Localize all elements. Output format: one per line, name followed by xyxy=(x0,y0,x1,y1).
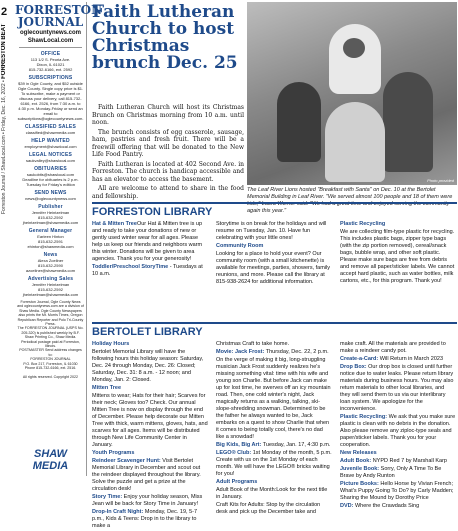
article-paragraph xyxy=(216,357,332,441)
masthead-url-2[interactable]: ShawLocal.com xyxy=(27,38,74,44)
masthead-section-head: Advertising Sales xyxy=(27,276,74,282)
subhead: Drop Box: xyxy=(340,364,367,370)
article-column xyxy=(216,341,332,531)
masthead-section-body: 113 1/2 S. Peoria Ave. Dixon, IL 61021 815-732-6166, ext. 2592 xyxy=(28,57,73,72)
body-text: Visit Bertolet Memorial Library in December and scout out the reindeer displayed throughout the library. Solve the puzzle and get a prize at the circulation desk! xyxy=(92,458,201,492)
subhead: Holiday Hours xyxy=(92,341,130,347)
photo-caption: The Leaf River Lions hosted "Breakfast with Santa" on Dec. 10 at the Bertolet Memorial Building in Leaf River. "We served almost 100 people and 18 of them were kids," Laura Werner said. "We had a great time and enjoyed serving the community again this year." xyxy=(247,187,453,214)
subhead: Adult Book: xyxy=(340,458,372,464)
masthead-section xyxy=(17,75,84,121)
article-column xyxy=(216,221,332,287)
santa-photo xyxy=(247,2,457,185)
folio-section: FORRESTON BEAT xyxy=(1,24,7,80)
subhead: Drop-In Craft Night: xyxy=(92,509,144,515)
section-title: FORRESTON LIBRARY xyxy=(92,202,457,218)
photo-figure xyxy=(325,102,385,182)
body-text: Mittens to wear; Hats for their hair; Scarves for their neck; Gloves too? Check. Our annual Mitten Tree is now on display through the end of December. Please help decorate our Mitten Tree with thick, warm mittens, gloves, hats, and scarves for all ages. Items will be distributed through New Life Community Center in January. xyxy=(92,393,208,448)
photo-credit: Photo provided xyxy=(427,178,454,183)
masthead-section-body: news@oglecountynews.com xyxy=(25,196,76,201)
masthead-section-body: Jennifer Heintzelman 815-632-2592 jheintzelman@shawmedia.com xyxy=(22,210,79,225)
article-paragraph xyxy=(92,385,208,392)
lead-paragraph: All are welcome to attend to share in the food and fellowship. xyxy=(92,185,244,200)
subhead: Adult Programs xyxy=(216,479,258,485)
article-paragraph xyxy=(92,264,208,278)
masthead-section xyxy=(17,166,84,187)
body-text: Thursday, Dec. 22, 2 p.m. xyxy=(264,349,329,355)
masthead-legal: Forreston Journal, Ogle County News and oglecountynews.com are a division of Shaw Media. Ogle County Newspapers also prints the Mt. Morris Times, Oregon Republican Reporter and Polo Tri-County Press. The FORRESTON JOURNAL (USPS No. 205-320) is published weekly by B.F. Shaw Printing Co., Shaw Media. Periodical postage paid at Forreston, Illinois. POSTMASTER Send address changes to: FORRESTON JOURNAL P.O. Box 217, Forreston, IL 61030 Phone 815-732-6166, ext. 2516. All rights reserved. Copyright 2022 xyxy=(17,300,84,379)
article-paragraph xyxy=(216,349,332,356)
masthead-section-head: OFFICE xyxy=(40,51,61,57)
masthead-section xyxy=(17,252,84,273)
article-paragraph xyxy=(340,341,456,355)
article-paragraph xyxy=(340,364,456,413)
lead-paragraph: Faith Lutheran is located at 402 Second Ave. in Forreston. The church is handicap accessible and has an elevator to access the basement. xyxy=(92,160,244,183)
body-text: Sorry, Only A Time To Be Brave by Andy Runton xyxy=(340,466,442,479)
masthead-column xyxy=(15,2,103,476)
masthead-section xyxy=(17,138,84,149)
article-paragraph xyxy=(340,466,456,480)
article-paragraph xyxy=(340,356,456,363)
subhead: Story Time: xyxy=(92,494,123,500)
article-paragraph xyxy=(340,481,456,502)
masthead-title: FORRESTON JOURNAL xyxy=(15,3,103,29)
masthead-section-body: employment@shawlocal.com xyxy=(24,144,77,149)
lead-paragraph: The brunch consists of egg casserole, sausage, ham, pastries and fresh fruit. There will be a freewill offering that will be donated to the New Life Food Pantry. xyxy=(92,128,244,158)
masthead-section xyxy=(17,124,84,135)
divider xyxy=(19,47,82,48)
article-paragraph xyxy=(340,414,456,449)
subhead: Mitten Tree xyxy=(92,385,122,391)
body-text: make craft. All the materials are provided to make a reindeer candy pot. xyxy=(340,341,446,354)
body-text: Storytime is on break for the holidays and will resume on Tuesday, Jan. 10. Have fun celebrating with your little ones! xyxy=(216,221,327,241)
subhead: New Releases xyxy=(340,450,377,456)
masthead-section xyxy=(17,51,84,72)
forreston-library-section xyxy=(92,202,457,287)
article-paragraph xyxy=(92,349,208,384)
subhead: LEGO® Club: xyxy=(216,450,252,456)
body-text: Our Hat & Mitten tree is up and ready to take your donations of new or gently used winter wear for all ages. Please help us keep our friends and neighbors warm this winter. Donations will be given to area agencies. Thank you for your generosity! xyxy=(92,221,203,262)
photo-figure xyxy=(277,82,321,162)
subhead: Plastic Recycling xyxy=(340,221,386,227)
masthead-section-head: LEGAL NOTICES xyxy=(28,152,73,158)
subhead: Big Kids, Big Art: xyxy=(216,442,262,448)
section-title: BERTOLET LIBRARY xyxy=(92,322,457,338)
article-column xyxy=(340,221,456,287)
bertolet-library-section xyxy=(92,322,457,531)
photo-figure xyxy=(383,72,433,172)
subhead: Youth Programs xyxy=(92,450,135,456)
article-paragraph xyxy=(92,341,208,348)
masthead-section-body: saukobits@shawlocal.com Deadline for obituaries is 2 p.m. Tuesday for Friday's edition xyxy=(22,172,79,187)
photo-face xyxy=(343,38,365,58)
article-paragraph xyxy=(216,243,332,250)
body-text: On the verge of making it big, long-struggling musician Jack Frost suddenly realizes he's missing something vital: time with his wife and young son Charlie. But before Jack can make up for lost time, he swerves off an icy mountain road. Then, one cold winter's night, Jack magically returns as a walking, talking, ski-slope-shredding snowman. Determined to be the father he always wanted to be, Jack embarks on a quest to show Charlie that when it comes to being totally cool, there's no dad like a snowdad! xyxy=(216,357,331,440)
body-text: Tuesday, Jan. 17, 4:30 p.m. xyxy=(261,442,331,448)
body-text: Our drop box is closed until further notice due to water leaks. Please return library materials during business hours. You may also return materials to other local libraries, and they will send them to us via our interlibrary loan system. We apologize for the inconvenience. xyxy=(340,364,454,412)
article-paragraph xyxy=(216,502,332,516)
shaw-media-logo: SHAW MEDIA xyxy=(32,448,69,472)
page-edge-strip xyxy=(0,0,15,480)
subhead: Plastic Recycling: xyxy=(340,414,388,420)
lead-paragraph: Faith Lutheran Church will host its Christmas Brunch on Christmas morning from 10 a.m. until noon. xyxy=(92,104,244,126)
article-paragraph xyxy=(92,221,208,263)
masthead-section-head: OBITUARIES xyxy=(34,166,67,172)
masthead-section-body: saukvalley@shawlocal.com xyxy=(26,158,75,163)
body-text: Bertolet Memorial Library will have the following hours this holiday season: Saturday, Dec. 24 through Monday, Dec. 26: Closed; Saturday, Dec. 31: 8 a.m. - 12 noon; and Monday, Jan. 2: Closed. xyxy=(92,349,204,383)
subhead: Juvenile Book: xyxy=(340,466,380,472)
article-paragraph xyxy=(216,450,332,478)
article-paragraph xyxy=(92,458,208,493)
article-paragraph xyxy=(92,450,208,457)
subhead: Picture Books: xyxy=(340,481,379,487)
masthead-section-head: Publisher xyxy=(38,204,63,210)
article-column xyxy=(340,341,456,531)
article-paragraph xyxy=(92,509,208,530)
article-paragraph xyxy=(216,487,332,501)
body-text: Adult Book of the Month:Look for the next title in January. xyxy=(216,487,328,500)
body-text: - Tuesdays at 10 a.m. xyxy=(92,264,203,277)
body-text: Enjoy your holiday season, Miss Jean will be back for Story Time in January! xyxy=(92,494,203,507)
subhead: DVD: xyxy=(340,503,354,509)
body-text: We ask that you make sure plastic is clean with no debris in the donation. Also please remove any ziploc-type seals and paper/sticker labels. Thank you for your cooperation. xyxy=(340,414,456,448)
masthead-section xyxy=(17,152,84,163)
article-paragraph xyxy=(340,450,456,457)
article-paragraph xyxy=(216,221,332,242)
masthead-section xyxy=(17,190,84,201)
article-paragraph xyxy=(92,494,208,508)
body-text: Where the Crawdads Sing xyxy=(353,503,420,509)
subhead: Movie: Jack Frost: xyxy=(216,349,265,355)
masthead-section-head: CLASSIFIED SALES xyxy=(25,124,76,130)
article-paragraph xyxy=(216,341,332,348)
article-paragraph xyxy=(92,393,208,449)
article-paragraph xyxy=(216,442,332,449)
lead-headline: Faith Lutheran Church to host Christmas brunch Dec. 25 xyxy=(92,2,238,73)
masthead-section-body: Jennifer Heintzelman 815-632-2592 jheintzelman@shawmedia.com xyxy=(22,282,79,297)
body-text: Will Return in March 2023 xyxy=(378,356,444,362)
article-paragraph xyxy=(216,479,332,486)
subhead: Toddler/Preschool StoryTime xyxy=(92,264,169,270)
masthead-section-body: Alexa Zoellner 815-632-2590 azoellner@shawmedia.com xyxy=(25,258,76,273)
masthead-section xyxy=(17,204,84,225)
masthead-section-body: $39 in Ogle County, and $52 outside Ogle County. Single copy price is $1. To subscribe, make a payment or discuss your delivery, call 815-732-6166, ext. 2526, from 7:30 a.m. to 4:30 p.m. Monday-Friday or send an email to subscriptions@oglecountynews.com. xyxy=(17,81,84,121)
masthead-sections xyxy=(15,51,86,297)
subhead: Create-a-Card: xyxy=(340,356,379,362)
masthead-section-head: General Manager xyxy=(28,228,73,234)
masthead-section-body: Earleen Hinton 815-632-2591 ehinton@shawmedia.com xyxy=(27,234,74,249)
article-paragraph xyxy=(340,458,456,465)
article-paragraph xyxy=(340,503,456,510)
photo-santa xyxy=(329,24,381,94)
masthead-section-head: News xyxy=(43,252,58,258)
body-text: We are collecting film-type plastic for recycling. This includes plastic bags, zipper type bags (with the zip portion removed), cereal/snack bags, bubble wrap, and other soft plastic. Please make sure bags are free from debris and remove all paper/sticker labels. We cannot accept hard plastic, such as water bottles, milk cartons, etc., for this program. Thank you! xyxy=(340,229,455,284)
page-number: 2 xyxy=(1,6,8,18)
body-text: Hello Horse by Vivian French; What's Puppy Going To Do? by Carly Madden; Sharing the Mound by Dorothy Price xyxy=(340,481,454,501)
edge-folio: Forreston Journal / ShawLocal.com • Friday, Dec. 16, 2022 • FORRESTON BEAT xyxy=(1,24,7,215)
body-text: Looking for a place to hold your event? Our community room (with a small kitchenette) is available for meetings, parties, showers, family reunions, and more. Please call the library at 815-938-2624 for additional information. xyxy=(216,251,331,285)
folio-text: Forreston Journal / ShawLocal.com • Friday, Dec. 16, 2022 xyxy=(1,83,7,215)
body-text: 1st Monday of the month, 5 p.m. Create with us on the 1st Monday of each month. We will have the LEGO® bricks waiting for you! xyxy=(216,450,332,477)
masthead-url-1[interactable]: oglecountynews.com xyxy=(19,30,81,36)
masthead-section-body: classified@shawmedia.com xyxy=(25,130,76,135)
masthead-section-head: SUBSCRIPTIONS xyxy=(28,75,73,81)
body-text: Monday, Dec. 19, 5-7 p.m., Kids & Teens: Drop in to the library to make a xyxy=(92,509,198,529)
lead-story-body xyxy=(92,104,244,202)
body-text: NYPD Red 7 by Marshall Karp xyxy=(371,458,447,464)
subhead: Community Room xyxy=(216,243,264,249)
masthead-section-head: HELP WANTED xyxy=(31,138,70,144)
article-paragraph xyxy=(340,221,456,228)
subhead: Reindeer Scavenger Hunt: xyxy=(92,458,161,464)
masthead-section-head: SEND NEWS xyxy=(34,190,67,196)
subhead: Hat & Mitten Tree xyxy=(92,221,137,227)
article-paragraph xyxy=(216,251,332,286)
body-text: Craft Kits for Adults: Stop by the circulation desk and pick up the December take and xyxy=(216,502,321,515)
masthead-section xyxy=(17,276,84,297)
article-paragraph xyxy=(340,229,456,285)
body-text: Christmas Craft to take home. xyxy=(216,341,290,347)
article-column xyxy=(92,221,208,287)
masthead-section xyxy=(17,228,84,249)
article-column xyxy=(92,341,208,531)
